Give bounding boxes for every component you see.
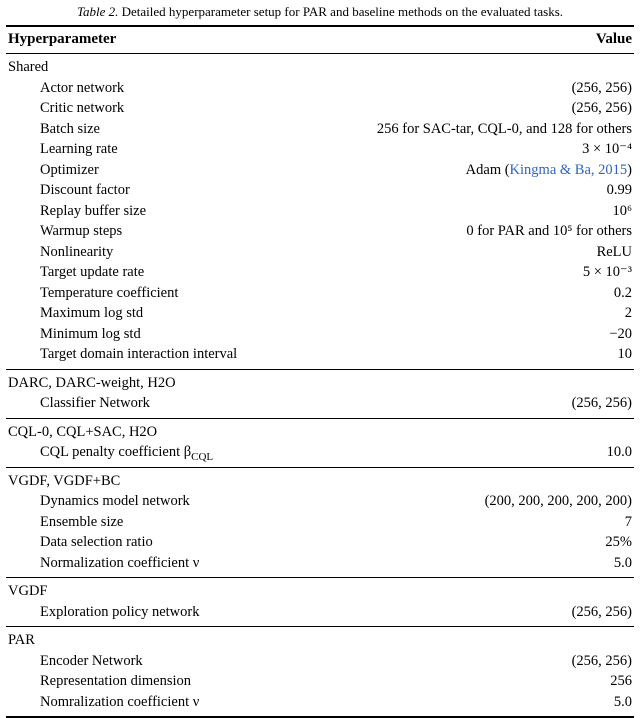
table-row <box>6 180 634 201</box>
hyperparameter-cell: Classifier Network <box>40 395 150 411</box>
hyperparameter-cell: Ensemble size <box>40 513 124 530</box>
section-par <box>6 627 634 716</box>
section-title-row <box>6 630 634 651</box>
table-row <box>6 512 634 533</box>
hyperparameter-cell: Batch size <box>40 120 100 137</box>
table-header-row <box>6 27 634 53</box>
value-cell: −20 <box>609 325 632 342</box>
value-cell: 5.0 <box>613 554 632 571</box>
hyperparameter-cell: Actor network <box>40 79 125 96</box>
table-row <box>6 262 634 283</box>
value-cell: 3 × 10⁻⁴ <box>582 141 632 157</box>
table-row <box>6 671 634 692</box>
table-row <box>6 532 634 553</box>
citation-link[interactable]: Kingma & Ba, 2015 <box>509 161 628 178</box>
value-cell: 0.2 <box>613 284 632 301</box>
section-title-label: VGDF, VGDF+BC <box>8 472 121 489</box>
hyperparameter-cell <box>8 442 213 463</box>
hyperparameter-cell: Representation dimension <box>40 673 192 689</box>
hyperparameter-label: CQL penalty coefficient β <box>40 444 192 460</box>
table-caption <box>6 2 634 25</box>
value-cell: 2 <box>624 305 632 321</box>
value-cell: 10 <box>617 346 632 362</box>
section-vgdf <box>6 578 634 626</box>
value-cell: 0.99 <box>606 182 632 198</box>
hyperparameter-cell: Data selection ratio <box>40 534 153 550</box>
table-row <box>6 78 634 99</box>
hyperparameter-cell: Exploration policy network <box>40 603 200 620</box>
hyperparameter-cell: Dynamics model network <box>40 493 190 509</box>
hyperparameter-cell: Discount factor <box>40 182 130 198</box>
section-shared <box>6 54 634 369</box>
table-row <box>6 221 634 242</box>
value-cell: 256 for SAC-tar, CQL-0, and 128 for others <box>376 120 632 137</box>
table-row <box>6 602 634 623</box>
value-cell: (256, 256) <box>571 100 632 116</box>
hyperparameter-cell: Temperature coefficient <box>40 284 179 301</box>
value-cell: 5 × 10⁻³ <box>582 264 632 280</box>
hyperparameter-cell: Target domain interaction interval <box>40 346 238 362</box>
table-row <box>6 651 634 672</box>
table-row <box>6 393 634 414</box>
header-hyperparameter: Hyperparameter <box>8 31 117 47</box>
section-title-label: CQL-0, CQL+SAC, H2O <box>8 423 158 440</box>
table-row <box>6 160 634 181</box>
section-title-row <box>6 581 634 602</box>
value-text-suffix: ) <box>627 161 632 178</box>
table-row <box>6 283 634 304</box>
table-row <box>6 119 634 140</box>
value-cell: 10⁶ <box>612 202 632 219</box>
table-row <box>6 303 634 324</box>
section-title-row <box>6 422 634 443</box>
value-cell: 7 <box>624 513 632 530</box>
hyperparameter-cell: Warmup steps <box>40 223 123 239</box>
value-cell: (256, 256) <box>571 603 632 620</box>
hyperparameter-cell: Minimum log std <box>40 325 141 342</box>
hyperparameter-cell: Encoder Network <box>40 652 143 669</box>
section-title-label: Shared <box>8 59 49 75</box>
table-row <box>6 139 634 160</box>
section-title-label: DARC, DARC-weight, H2O <box>8 374 176 391</box>
hyperparameter-cell: Nomralization coefficient ν <box>40 693 200 710</box>
section-title-row <box>6 373 634 394</box>
table-row <box>6 553 634 574</box>
hyperparameter-cell: Target update rate <box>40 264 145 280</box>
hyperparameter-cell: Optimizer <box>40 161 99 178</box>
value-cell: (256, 256) <box>571 652 632 669</box>
section-vgdf-bc <box>6 468 634 578</box>
value-cell: (200, 200, 200, 200, 200) <box>484 493 632 509</box>
table-row <box>6 442 634 463</box>
table-caption-label: Table 2. <box>76 4 119 19</box>
section-title-label: PAR <box>8 632 35 648</box>
header-value: Value <box>595 31 632 47</box>
hyperparameter-cell: Normalization coefficient ν <box>40 554 200 571</box>
section-title-row <box>6 57 634 78</box>
value-cell: ReLU <box>596 243 632 260</box>
value-cell <box>466 160 632 181</box>
section-title-label: VGDF <box>8 583 48 599</box>
section-title-row <box>6 471 634 492</box>
table-row <box>6 242 634 263</box>
table-row <box>6 324 634 345</box>
value-cell: 5.0 <box>613 693 632 710</box>
hyperparameter-cell: Replay buffer size <box>40 202 147 219</box>
table-row <box>6 491 634 512</box>
hyperparameter-cell: Critic network <box>40 100 125 116</box>
table-row <box>6 692 634 713</box>
hyperparameter-cell: Maximum log std <box>40 305 144 321</box>
section-darc <box>6 370 634 418</box>
table-row <box>6 344 634 365</box>
value-cell: 0 for PAR and 10⁵ for others <box>466 223 632 239</box>
hyperparameter-subscript: CQL <box>191 450 214 463</box>
table-caption-text: Detailed hyperparameter setup for PAR and baseline methods on the evaluated tasks. <box>118 4 564 19</box>
value-cell: (256, 256) <box>571 79 632 96</box>
value-cell: 25% <box>605 534 632 550</box>
value-cell: 256 <box>610 673 632 689</box>
value-cell: 10.0 <box>606 444 632 460</box>
table-row <box>6 98 634 119</box>
table-row <box>6 201 634 222</box>
value-text-prefix: Adam ( <box>465 161 510 178</box>
hyperparameter-cell: Learning rate <box>40 141 118 157</box>
section-cql <box>6 419 634 467</box>
value-cell: (256, 256) <box>571 395 632 411</box>
hyperparameter-cell: Nonlinearity <box>40 243 114 260</box>
